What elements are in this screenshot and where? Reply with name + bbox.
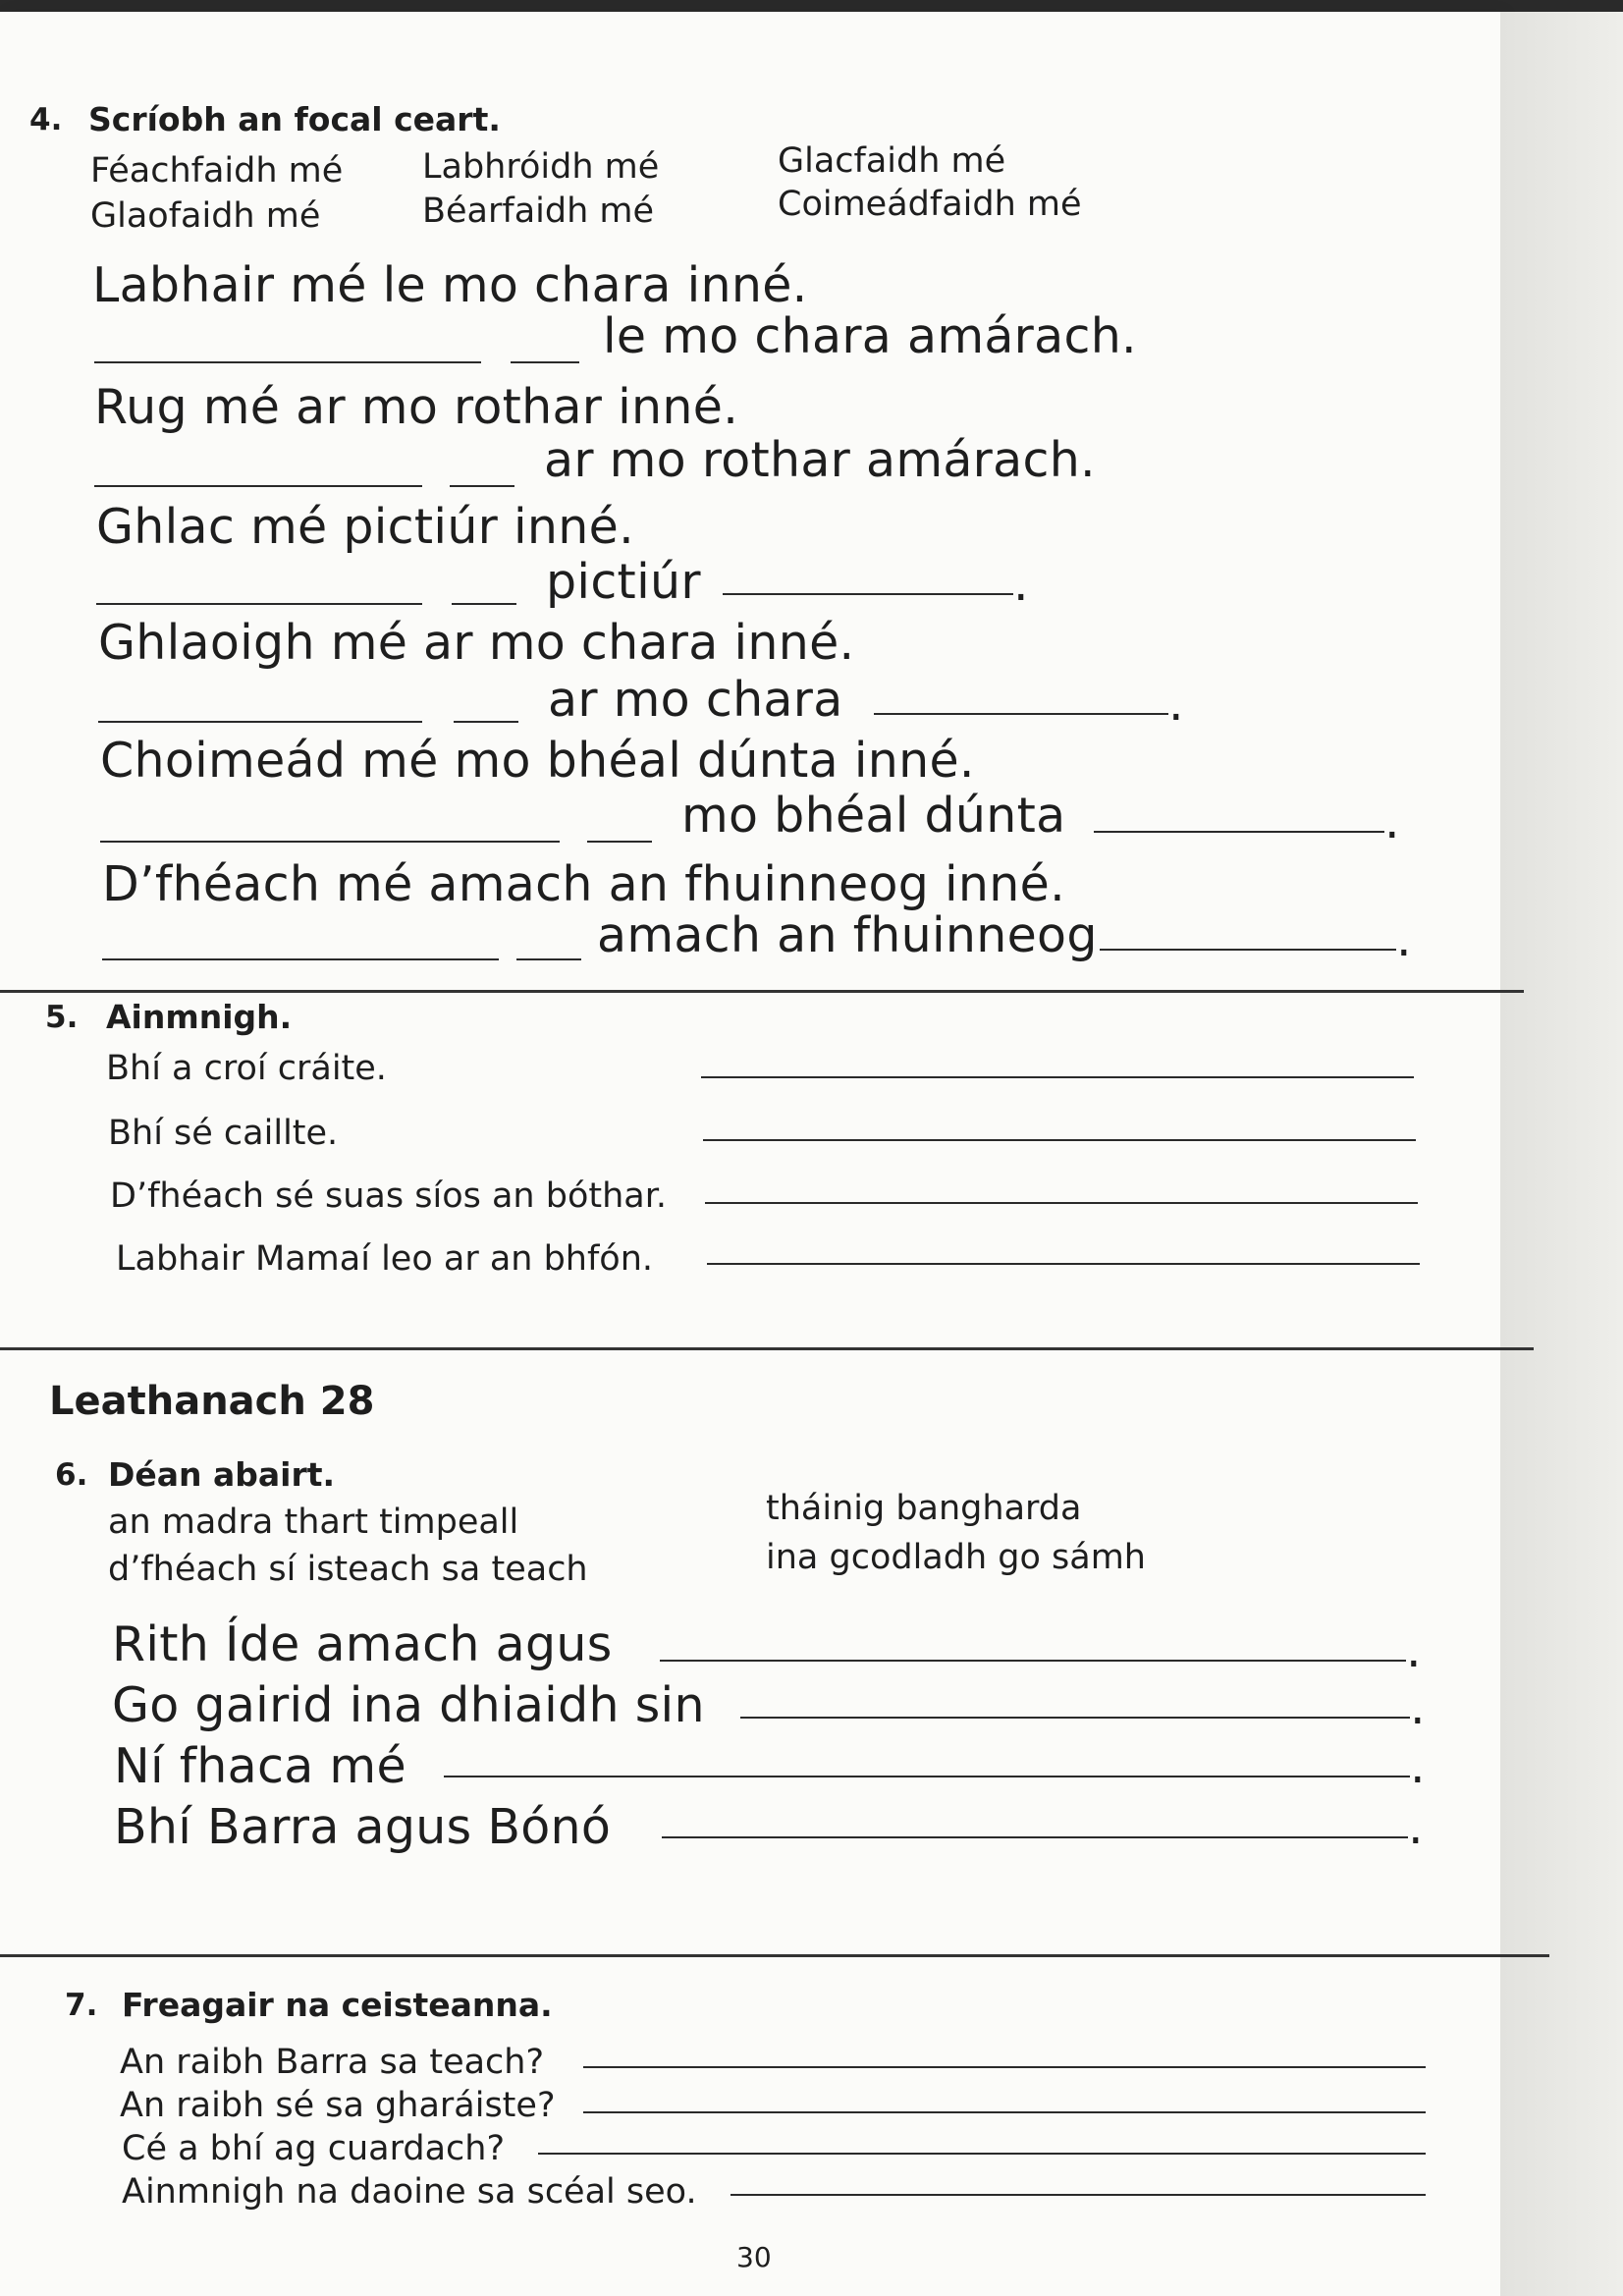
answer-blank[interactable] xyxy=(1100,949,1396,951)
answer-blank[interactable] xyxy=(701,1076,1414,1078)
q5-item: Labhair Mamaí leo ar an bhfón. xyxy=(116,1239,654,1279)
q4-end-mark: . xyxy=(1013,556,1029,612)
answer-blank[interactable] xyxy=(454,721,518,723)
answer-blank[interactable] xyxy=(662,1836,1408,1838)
q4-end-mark: . xyxy=(1384,793,1400,849)
q4-given-sentence: Ghlac mé pictiúr inné. xyxy=(96,499,634,555)
answer-blank[interactable] xyxy=(538,2153,1426,2155)
answer-blank[interactable] xyxy=(707,1263,1420,1265)
answer-blank[interactable] xyxy=(660,1660,1406,1662)
answer-blank[interactable] xyxy=(98,721,422,723)
answer-blank[interactable] xyxy=(96,603,422,605)
q4-sentence-rest: le mo chara amárach. xyxy=(603,308,1137,364)
q4-option: Glaofaidh mé xyxy=(90,196,321,236)
q4-number: 4. xyxy=(29,102,63,137)
q6-title: Déan abairt. xyxy=(108,1455,336,1494)
answer-blank[interactable] xyxy=(1094,831,1384,833)
q7-question: Ainmnigh na daoine sa scéal seo. xyxy=(122,2172,697,2212)
q4-sentence-rest: amach an fhuinneog xyxy=(597,907,1098,963)
answer-blank[interactable] xyxy=(703,1139,1416,1141)
q6-number: 6. xyxy=(55,1457,88,1493)
section-divider xyxy=(0,1954,1549,1957)
q7-question: An raibh sé sa gharáiste? xyxy=(120,2086,556,2125)
q4-sentence-rest: ar mo rothar amárach. xyxy=(544,432,1096,488)
q4-option: Glacfaidh mé xyxy=(778,141,1006,181)
answer-blank[interactable] xyxy=(100,841,560,843)
answer-blank[interactable] xyxy=(94,485,422,487)
q4-given-sentence: D’fhéach mé amach an fhuinneog inné. xyxy=(102,856,1065,912)
page-number: 30 xyxy=(736,2241,772,2273)
q4-end-mark: . xyxy=(1168,676,1184,732)
answer-blank[interactable] xyxy=(102,958,499,960)
q4-given-sentence: Labhair mé le mo chara inné. xyxy=(92,257,808,313)
q6-option: d’fhéach sí isteach sa teach xyxy=(108,1550,588,1589)
section-title: Leathanach 28 xyxy=(49,1379,375,1424)
q4-option: Béarfaidh mé xyxy=(422,191,655,231)
answer-blank[interactable] xyxy=(587,841,652,843)
q5-title: Ainmnigh. xyxy=(106,998,293,1036)
q6-sentence-start: Bhí Barra agus Bónó xyxy=(114,1799,612,1855)
q4-title: Scríobh an focal ceart. xyxy=(88,100,501,138)
q6-end-mark: . xyxy=(1410,1738,1426,1794)
answer-blank[interactable] xyxy=(452,603,516,605)
section-divider xyxy=(0,1347,1534,1350)
answer-blank[interactable] xyxy=(583,2066,1426,2068)
q6-sentence-start: Ní fhaca mé xyxy=(114,1738,406,1794)
answer-blank[interactable] xyxy=(444,1776,1410,1777)
q6-end-mark: . xyxy=(1408,1799,1424,1855)
answer-blank[interactable] xyxy=(450,485,514,487)
q4-option: Coimeádfaidh mé xyxy=(778,185,1082,224)
answer-blank[interactable] xyxy=(740,1717,1410,1719)
q4-end-mark: . xyxy=(1396,911,1412,967)
section-divider xyxy=(0,990,1524,993)
q4-given-sentence: Ghlaoigh mé ar mo chara inné. xyxy=(98,615,855,671)
answer-blank[interactable] xyxy=(730,2194,1426,2196)
q4-option: Féachfaidh mé xyxy=(90,151,344,191)
q6-end-mark: . xyxy=(1406,1622,1422,1678)
q4-sentence-rest: mo bhéal dúnta xyxy=(681,788,1066,844)
answer-blank[interactable] xyxy=(516,958,581,960)
q7-question: An raibh Barra sa teach? xyxy=(120,2043,545,2082)
q7-number: 7. xyxy=(65,1988,98,2023)
q6-sentence-start: Go gairid ina dhiaidh sin xyxy=(112,1677,705,1733)
scan-top-edge xyxy=(0,0,1623,12)
q4-given-sentence: Choimeád mé mo bhéal dúnta inné. xyxy=(100,733,975,789)
q5-item: Bhí a croí cráite. xyxy=(106,1049,387,1088)
q4-sentence-rest: pictiúr xyxy=(546,554,701,610)
q7-question: Cé a bhí ag cuardach? xyxy=(122,2129,506,2168)
answer-blank[interactable] xyxy=(583,2111,1426,2113)
q6-option: ina gcodladh go sámh xyxy=(766,1538,1146,1577)
answer-blank[interactable] xyxy=(723,593,1013,595)
q5-item: D’fhéach sé suas síos an bóthar. xyxy=(110,1176,668,1216)
q4-given-sentence: Rug mé ar mo rothar inné. xyxy=(94,379,739,435)
q5-number: 5. xyxy=(45,1000,79,1035)
q4-option: Labhróidh mé xyxy=(422,147,660,187)
answer-blank[interactable] xyxy=(94,361,481,363)
q6-option: an madra thart timpeall xyxy=(108,1503,519,1542)
q6-end-mark: . xyxy=(1410,1679,1426,1735)
q4-sentence-rest: ar mo chara xyxy=(548,672,843,728)
q6-sentence-start: Rith Íde amach agus xyxy=(112,1616,613,1672)
q6-option: tháinig bangharda xyxy=(766,1489,1082,1528)
q7-title: Freagair na ceisteanna. xyxy=(122,1986,553,2024)
answer-blank[interactable] xyxy=(705,1202,1418,1204)
q5-item: Bhí sé caillte. xyxy=(108,1114,339,1153)
answer-blank[interactable] xyxy=(511,361,579,363)
answer-blank[interactable] xyxy=(874,713,1168,715)
